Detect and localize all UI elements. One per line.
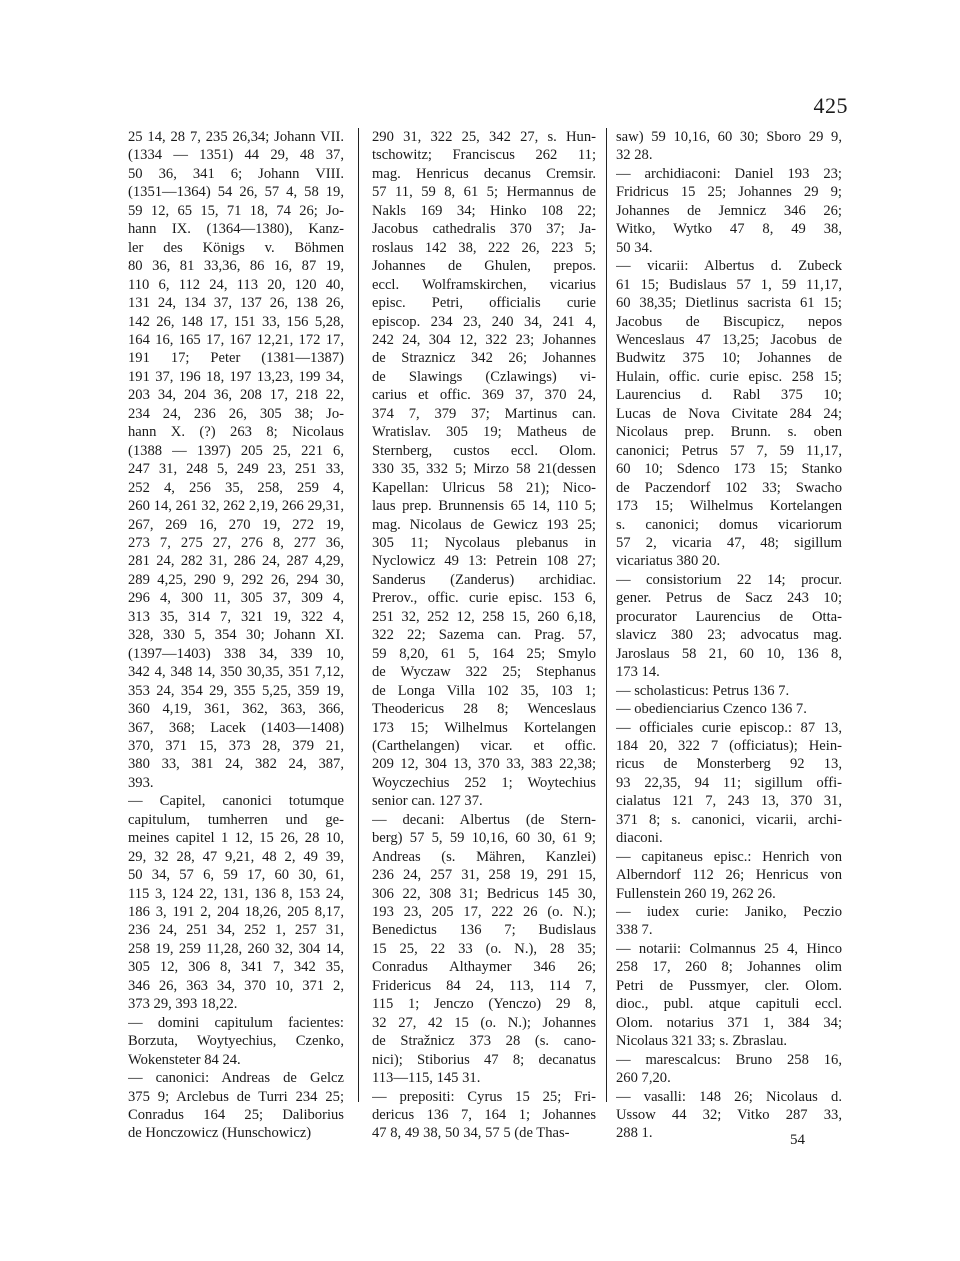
index-line: (1388 — 1397) 205 25, 221 6, [128,442,344,459]
index-line: 59 8,20, 61 5, 164 25; Smylo [372,645,596,662]
page-number: 425 [813,93,848,118]
index-line: 367, 368; Lacek (1403—1408) [128,719,344,736]
index-line: 290 31, 322 25, 342 27, s. Hun- [372,129,596,145]
index-line: s. canonici; domus vicariorum [616,516,842,533]
index-line: (Carthelangen) vicar. et offic. [372,737,596,754]
index-line: diaconi. [616,830,663,847]
index-line: Johannes de Jemnicz 346 26; [616,202,842,219]
index-line: 25 14, 28 7, 235 26,34; Johann VII. [128,129,344,145]
index-line: 164 16, 165 17, 167 12,21, 172 17, [128,331,344,348]
index-line: — vicarii: Albertus d. Zubeck [616,258,842,275]
index-line: Budwitz 375 10; Johannes de [616,350,842,367]
index-line: 209 12, 304 13, 370 33, 383 22,38; [372,756,596,773]
sheet-signature: 54 [790,1132,805,1148]
index-line: 338 7. [616,922,653,939]
column-divider [358,128,359,1102]
index-line: Witko, Wytko 47 8, 49 38, [616,221,842,238]
index-line: Nyclowicz 49 13: Petrein 108 27; [372,553,596,570]
index-line: cialatus 121 7, 243 13, 370 31, [616,793,842,810]
index-line: (1397—1403) 338 34, 339 10, [128,645,344,662]
index-line: 32 28. [616,147,653,164]
index-line: 267, 269 16, 270 19, 272 19, [128,516,344,533]
index-line: 242 24, 304 12, 322 23; Johannes [372,331,596,348]
index-line: 260 7,20. [616,1070,671,1087]
index-line: 330 35, 332 5; Mirzo 58 21(dessen [372,461,596,478]
index-line: 57 11, 59 8, 61 5; Hermannus de [372,184,596,201]
index-line: laus prep. Brunnensis 65 14, 110 5; [372,498,596,515]
index-line: Theodericus 28 8; Wenceslaus [372,701,596,718]
index-line: Nakls 169 34; Hinko 108 22; [372,202,596,219]
index-line: — scholasticus: Petrus 136 7. [616,682,790,699]
index-line: 313 35, 314 7, 321 19, 322 4, [128,608,344,625]
index-line: 380 33, 381 24, 382 24, 387, [128,756,344,773]
index-line: 288 1. [616,1125,653,1142]
index-line: 236 24, 257 31, 258 19, 291 15, [372,867,596,884]
index-line: Sanderus (Zanderus) archidiac. [372,571,596,588]
index-line: 373 29, 393 18,22. [128,996,238,1013]
index-line: 375 9; Arclebus de Turri 234 25; [128,1088,344,1105]
index-line: Wokensteter 84 24. [128,1051,241,1068]
index-line: Petri de Pussmyer, cler. Olom. [616,977,842,994]
index-line: 142 26, 148 17, 151 33, 156 5,28, [128,313,344,330]
index-column-right [616,128,842,1143]
index-line: — decani: Albertus (de Stern- [372,811,596,828]
index-line: 360 4,19, 361, 362, 363, 366, [128,701,344,718]
index-line: 281 24, 282 31, 286 24, 287 4,29, [128,553,344,570]
index-line: Prerov., offic. curie episc. 153 6, [372,590,596,607]
index-line: vicariatus 380 20. [616,553,721,570]
index-line: Fridricus 15 25; Johannes 29 9; [616,184,842,201]
index-line: capitulum, tumherren und ge- [128,811,344,828]
index-line: hann X. (?) 263 8; Nicolaus [128,424,344,441]
index-line: Jacobus de Biscupicz, nepos [616,313,842,330]
index-line: 47 8, 49 38, 50 34, 57 5 (de Thas- [372,1125,570,1142]
index-line: 289 4,25, 290 9, 292 26, 294 30, [128,571,344,588]
index-line: 305 12, 306 8, 341 7, 342 35, [128,959,344,976]
index-line: 184 20, 322 7 (officiatus); Hein- [616,737,842,754]
index-line: mag. Henricus decanus Cremsir. [372,165,596,182]
index-line: 173 15; Wilhelmus Kortelangen [372,719,596,736]
index-line: Lucas de Nova Civitate 284 24; [616,405,842,422]
index-line: 353 24, 354 29, 355 5,25, 359 19, [128,682,344,699]
index-line: 346 26, 363 34, 370 10, 371 2, [128,977,344,994]
index-line: — archidiaconi: Daniel 193 23; [616,165,842,182]
index-line: eccl. Wolframskirchen, vicarius [372,276,596,293]
index-line: 374 7, 379 37; Martinus can. [372,405,596,422]
index-line: Nicolaus 321 33; s. Zbraslau. [616,1033,788,1050]
index-line: Wratislav. 305 19; Matheus de [372,424,596,441]
index-line: 273 7, 275 27, 276 8, 277 36, [128,534,344,551]
index-line: 57 2, vicaria 47, 48; sigillum [616,534,842,551]
index-line: 80 36, 81 33,36, 86 16, 87 19, [128,258,344,275]
index-line: 305 11; Nycolaus plebanus in [372,534,596,551]
index-line: 15 25, 22 33 (o. N.), 28 35; [372,940,596,957]
index-line: 50 34, 57 6, 59 17, 60 30, 61, [128,867,344,884]
index-line: — canonici: Andreas de Gelcz [128,1070,344,1087]
index-line: Nicolaus prep. Brunn. s. oben [616,424,842,441]
index-line: episc. Petri, officialis curie [372,295,596,312]
index-line: gener. Petrus de Sacz 243 10; [616,590,842,607]
index-line: Andreas (s. Mähren, Kanzlei) [372,848,596,865]
index-line: meines capitel 1 12, 15 26, 28 10, [128,830,344,847]
index-line: 342 4, 348 14, 350 30,35, 351 7,12, [128,664,344,681]
index-line: Conradus Althaymer 346 26; [372,959,596,976]
column-divider [606,128,607,1102]
index-line: de Honczowicz (Hunschowicz) [128,1125,312,1142]
index-line: ricus de Monsterberg 92 13, [616,756,842,773]
index-line: Borzuta, Woytyechius, Czenko, [128,1033,344,1050]
index-line: 29, 32 28, 47 9,21, 48 2, 49 39, [128,848,344,865]
index-line: de Paczendorf 102 33; Swacho [616,479,842,496]
index-line: 59 12, 65 15, 71 18, 74 26; Jo- [128,202,344,219]
index-line: — obedienciarius Czenco 136 7. [616,701,807,718]
index-line: de Straznicz 342 26; Johannes [372,350,596,367]
index-line: 252 4, 256 35, 258, 259 4, [128,479,344,496]
index-line: dioc., publ. atque capituli eccl. [616,996,842,1013]
index-line: 296 4, 300 11, 305 37, 309 4, [128,590,344,607]
index-line: 322 22; Sazema can. Prag. 57, [372,627,596,644]
index-line: 50 36, 341 6; Johann VIII. [128,165,344,182]
index-line: 60 10; Sdenco 173 15; Stanko [616,461,842,478]
index-line: 60 38,35; Dietlinus sacrista 61 15; [616,295,842,312]
index-line: tschowitz; Franciscus 262 11; [372,147,596,164]
index-line: de Slawings (Czlawings) vi- [372,368,596,385]
index-line: Hulain, offic. curie episc. 258 15; [616,368,842,385]
index-line: (1334 — 1351) 44 29, 48 37, [128,147,344,164]
index-line: slavicz 380 23; advocatus mag. [616,627,842,644]
index-line: 50 34. [616,239,653,256]
index-line: Laurencius d. Rabl 375 10; [616,387,842,404]
index-column-middle [372,128,596,1143]
index-line: Fullenstein 260 19, 262 26. [616,885,776,902]
index-line: berg) 57 5, 59 10,16, 60 30, 61 9; [372,830,596,847]
index-line: episcop. 234 23, 240 34, 241 4, [372,313,596,330]
index-line: (1351—1364) 54 26, 57 4, 58 19, [128,184,344,201]
index-line: 173 15; Wilhelmus Kortelangen [616,498,842,515]
index-line: carius et offic. 369 37, 370 24, [372,387,596,404]
index-line: ler des Königs v. Böhmen [128,239,344,256]
index-line: 115 1; Jenczo (Yenczo) 29 8, [372,996,596,1013]
index-line: 393. [128,774,154,791]
index-line: dericus 136 7, 164 1; Johannes [372,1107,596,1124]
index-line: mag. Nicolaus de Gewicz 193 25; [372,516,596,533]
index-line: Olom. notarius 371 1, 384 34; [616,1014,842,1031]
index-line: 32 27, 42 15 (o. N.); Johannes [372,1014,596,1031]
index-line: procurator Laurencius de Otta- [616,608,842,625]
index-line: 186 3, 191 2, 204 18,26, 205 8,17, [128,904,344,921]
index-line: 115 3, 124 22, 131, 136 8, 153 24, [128,885,344,902]
index-line: hann IX. (1364—1380), Kanz- [128,221,344,238]
index-line: Ussow 44 32; Vitko 287 33, [616,1107,842,1124]
index-line: 93 22,35, 94 11; sigillum offi- [616,774,842,791]
index-line: Kapellan: Ulricus 58 21); Nico- [372,479,596,496]
index-line: Jaroslaus 58 21, 60 10, 136 8, [616,645,842,662]
index-line: — prepositi: Cyrus 15 25; Fri- [372,1088,596,1105]
index-line: saw) 59 10,16, 60 30; Sboro 29 9, [616,129,842,145]
index-line: — iudex curie: Janiko, Peczio [616,904,842,921]
index-line: 251 32, 252 12, 258 15, 260 6,18, [372,608,596,625]
index-line: — vasalli: 148 26; Nicolaus d. [616,1088,842,1105]
index-line: — Capitel, canonici totumque [128,793,344,810]
index-line: Benedictus 136 7; Budislaus [372,922,596,939]
index-line: Sternberg, custos eccl. Olom. [372,442,596,459]
index-line: 258 17, 260 8; Johannes olim [616,959,842,976]
index-line: 247 31, 248 5, 249 23, 251 33, [128,461,344,478]
index-line: Woyczechius 252 1; Woytechius [372,774,596,791]
index-line: nici); Stiborius 47 8; decanatus [372,1051,596,1068]
index-line: — capitaneus episc.: Henrich von [616,848,842,865]
index-line: 370, 371 15, 373 28, 379 21, [128,737,344,754]
index-line: 260 14, 261 32, 262 2,19, 266 29,31, [128,498,344,515]
index-line: 203 34, 204 36, 208 17, 218 22, [128,387,344,404]
index-line: 258 19, 259 11,28, 260 32, 304 14, [128,940,344,957]
index-line: — domini capitulum facientes: [128,1014,344,1031]
index-line: 61 15; Budislaus 57 1, 59 11,17, [616,276,842,293]
index-line: 110 6, 112 24, 113 20, 120 40, [128,276,344,293]
index-line: Fridericus 84 24, 113, 114 7, [372,977,596,994]
index-line: 328, 330 5, 354 30; Johann XI. [128,627,344,644]
index-column-left [128,128,344,1143]
index-line: de Longa Villa 102 35, 103 1; [372,682,596,699]
index-line: Jacobus cathedralis 370 37; Ja- [372,221,596,238]
index-line: senior can. 127 37. [372,793,483,810]
index-line: de Wyczaw 322 25; Stephanus [372,664,596,681]
index-line: 306 22, 308 31; Bedricus 145 30, [372,885,596,902]
index-line: 191 17; Peter (1381—1387) [128,350,344,367]
index-line: — officiales curie episcop.: 87 13, [616,719,842,736]
index-line: canonici; Petrus 57 7, 59 11,17, [616,442,842,459]
index-line: — consistorium 22 14; procur. [616,571,842,588]
index-line: — notarii: Colmannus 25 4, Hinco [616,940,842,957]
index-line: de Stražnicz 373 28 (s. cano- [372,1033,596,1050]
index-line: Alberndorf 112 26; Henricus von [616,867,842,884]
index-line: Wenceslaus 47 13,25; Jacobus de [616,331,842,348]
index-line: — marescalcus: Bruno 258 16, [616,1051,842,1068]
index-line: 234 24, 236 26, 305 38; Jo- [128,405,344,422]
index-line: 131 24, 134 37, 137 26, 138 26, [128,295,344,312]
index-line: roslaus 142 38, 222 26, 223 5; [372,239,596,256]
index-line: Conradus 164 25; Daliborius [128,1107,344,1124]
index-line: 236 24, 251 34, 252 1, 257 31, [128,922,344,939]
index-line: 371 8; s. canonici, vicarii, archi- [616,811,842,828]
index-line: Johannes de Ghulen, prepos. [372,258,596,275]
index-line: 191 37, 196 18, 197 13,23, 199 34, [128,368,344,385]
index-line: 113—115, 145 31. [372,1070,481,1087]
index-line: 193 23, 205 17, 222 26 (o. N.); [372,904,596,921]
index-line: 173 14. [616,664,660,681]
